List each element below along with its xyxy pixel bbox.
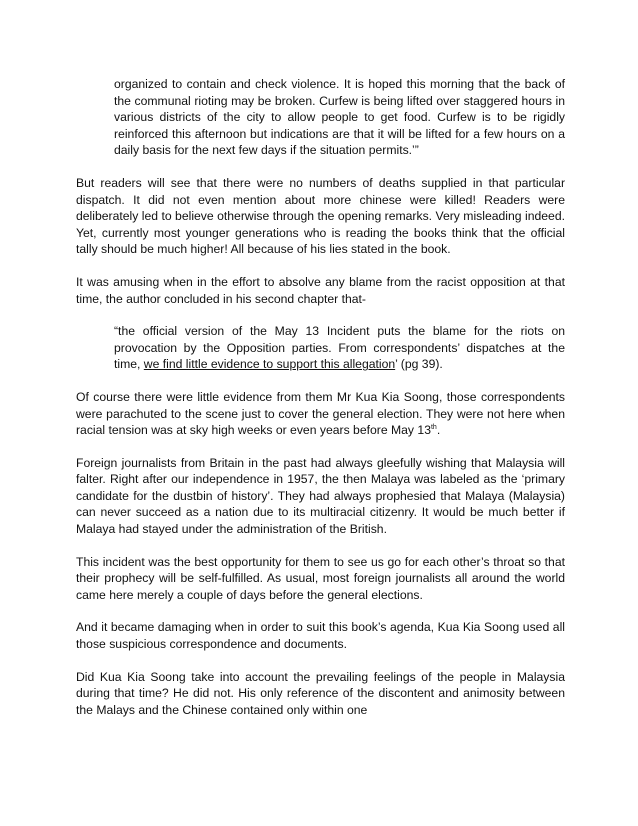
paragraph: This incident was the best opportunity for them to see us go for each other’s throat so that their prophecy will be self-fulfilled. As usual, most foreign journalists all around the world came here merely a couple of days before the general elections. bbox=[76, 554, 565, 602]
underlined-phrase: we find little evidence to support this allegation bbox=[143, 357, 396, 372]
paragraph: And it became damaging when in order to suit this book’s agenda, Kua Kia Soong used all those suspicious correspondence and documents. bbox=[76, 620, 565, 652]
superscript: th bbox=[430, 424, 437, 432]
paragraph: It was amusing when in the effort to absolve any blame from the racist opposition at that time, the author concluded in his second chapter that- bbox=[76, 274, 565, 306]
quote-citation: ’ (pg 39). bbox=[395, 357, 443, 372]
paragraph: Did Kua Kia Soong take into account the prevailing feelings of the people in Malaysia during that time? He did not. His only reference of the discontent and animosity between the Malays and the Chinese contained only within one bbox=[76, 669, 565, 717]
paragraph bbox=[76, 389, 565, 439]
document-body bbox=[76, 76, 565, 734]
paragraph-text: Of course there were little evidence from them Mr Kua Kia Soong, those correspondents were parachuted to the scene just to cover the general election. They were not here when racial tension was at sky high weeks or even years before May 13 bbox=[76, 389, 565, 438]
block-quote bbox=[114, 323, 565, 373]
paragraph-end: . bbox=[436, 423, 441, 438]
paragraph: But readers will see that there were no numbers of deaths supplied in that particular dispatch. It did not even mention about more chinese were killed! Readers were deliberately led to believe otherwise through the opening remarks. Very misleading indeed. Yet, currently most younger generations who is reading the books think that the official tally should be much higher! All because of his lies stated in the book. bbox=[76, 175, 565, 257]
quote-text: “the official version of the May 13 Incident puts the blame for the riots on provocation by the Opposition parties. From correspondents’ dispatches at the time, bbox=[114, 324, 565, 372]
block-quote: organized to contain and check violence. It is hoped this morning that the back of the communal rioting may be broken. Curfew is being lifted over staggered hours in various districts of the city to allow people to get food. Curfew is to be rigidly reinforced this afternoon but indications are that it will be lifted for a few hours on a daily basis for the next few days if the situation permits.’” bbox=[114, 77, 565, 158]
paragraph: Foreign journalists from Britain in the past had always gleefully wishing that Malaysia will falter. Right after our independence in 1957, the then Malaya was labeled as the ‘primary candidate for the dustbin of history’. They had always prophesied that Malaya (Malaysia) can never succeed as a nation due to its multiracial citizenry. It would be much better if Malaya had stayed under the administration of the British. bbox=[76, 455, 565, 537]
